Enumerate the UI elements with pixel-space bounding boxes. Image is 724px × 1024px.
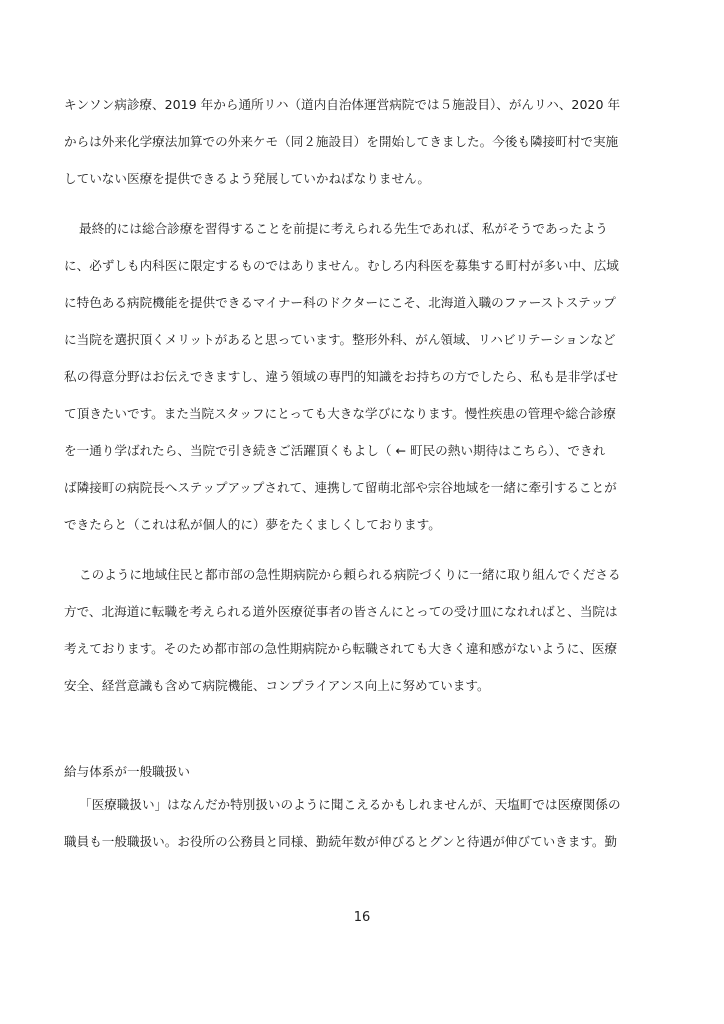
paragraph-3-line-1: このように地域住民と都市部の急性期病院から頼られる病院づくりに一緒に取り組んでくださる	[79, 567, 621, 582]
section-line-2: 職員も一般職扱い。お役所の公務員と同様、勤続年数が伸びるとグンと待遇が伸びていきます。勤	[64, 834, 618, 849]
paragraph-3-line-4: 安全、経営意識も含めて病院機能、コンプライアンス向上に努めています。	[64, 678, 490, 693]
paragraph-2-line-3: に特色ある病院機能を提供できるマイナー科のドクターにこそ、北海道入職のファーストステップ	[64, 295, 616, 310]
paragraph-2-line-2: に、必ずしも内科医に限定するものではありません。むしろ内科医を募集する町村が多い中、広域	[64, 258, 619, 273]
paragraph-2-line-9: できたらと（これは私が個人的に）夢をたくましくしております。	[64, 517, 441, 532]
paragraph-2-line-8: ば隣接町の病院長へステップアップされて、連携して留萌北部や宗谷地域を一緒に牽引することが	[64, 480, 617, 495]
page-number: 16	[353, 910, 371, 925]
paragraph-2-line-4: に当院を選択頂くメリットがあると思っています。整形外科、がん領域、リハビリテーションなど	[64, 332, 616, 347]
paragraph-3-line-2: 方で、北海道に転職を考えられる道外医療従事者の皆さんにとっての受け皿になれればと、当院は	[64, 604, 618, 619]
paragraph-2-line-7: を一通り学ばれたら、当院で引き続きご活躍頂くもよし（ ← 町民の熱い期待はこちら）、できれ	[64, 443, 606, 458]
section-line-1: 「医療職扱い」はなんだか特別扱いのように聞こえるかもしれませんが、天塩町では医療関係の	[79, 797, 621, 812]
paragraph-2-line-6: て頂きたいです。また当院スタッフにとっても大きな学びになります。慢性疾患の管理や総合診療	[64, 406, 616, 421]
paragraph-1-line-3: していない医療を提供できるよう発展していかねばなりません。	[64, 171, 430, 186]
paragraph-2-line-5: 私の得意分野はお伝えできますし、違う領域の専門的知識をお持ちの方でしたら、私も是非学ばせ	[64, 369, 619, 384]
paragraph-2-line-1: 最終的には総合診療を習得することを前提に考えられる先生であれば、私がそうであったよう	[79, 221, 608, 236]
paragraph-1-line-1: キンソン病診療、2019 年から通所リハ（道内自治体運営病院では５施設目）、がんリハ、2020 年	[64, 97, 621, 112]
paragraph-1-line-2: からは外来化学療法加算での外来ケモ（同２施設目）を開始してきました。今後も隣接町村で実施	[64, 134, 619, 149]
paragraph-3-line-3: 考えております。そのため都市部の急性期病院から転職されても大きく違和感がないように、医療	[64, 641, 618, 656]
section-heading: 給与体系が一般職扱い	[64, 764, 190, 779]
